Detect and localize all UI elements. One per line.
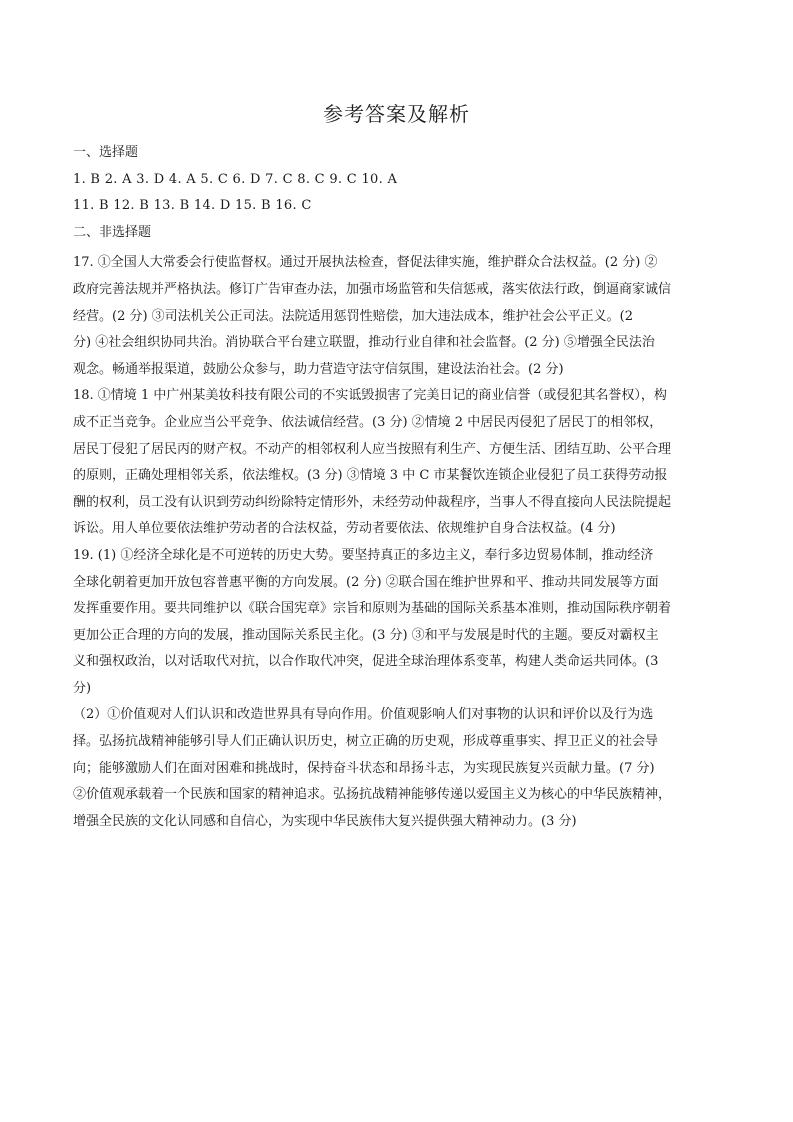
answer-line: 全球化朝着更加开放包容普惠平衡的方向发展。(2 分) ②联合国在维护世界和平、推动共同发展等方面 (73, 574, 659, 590)
answer-line: 观念。畅通举报渠道，鼓励公众参与，助力营造守法守信氛围，建设法治社会。(2 分) (73, 361, 564, 377)
answer-line: 19. (1) ①经济全球化是不可逆转的历史大势。要坚持真正的多边主义，奉行多边贸易体制，推动经济 (73, 547, 654, 563)
answer-line: 增强全民族的文化认同感和自信心，为实现中华民族伟大复兴提供强大精神动力。(3 分) (73, 813, 577, 829)
question-17-answer (73, 250, 723, 383)
question-19-2-answer (73, 702, 723, 835)
answer-content (73, 140, 723, 835)
answer-line: ②价值观承载着一个民族和国家的精神追求。弘扬抗战精神能够传递以爱国主义为核心的中华民族精神， (73, 787, 672, 803)
answer-line: 政府完善法规并严格执法。修订广告审查办法，加强市场监管和失信惩戒，落实依法行政，倒逼商家诚信 (73, 281, 672, 297)
answer-line: 发挥重要作用。要共同维护以《联合国宪章》宗旨和原则为基础的国际关系基本准则，推动国际秩序朝着 (73, 601, 672, 617)
choice-answers-row-2: 11. B 12. B 13. B 14. D 15. B 16. C (73, 198, 312, 214)
answer-line: 18. ①情境 1 中广州某美妆科技有限公司的不实诋毁损害了完美日记的商业信誉（或侵犯其名誉权），构 (73, 388, 667, 404)
choice-section-heading: 一、选择题 (73, 145, 139, 160)
answer-line: 择。弘扬抗战精神能够引导人们正确认识历史，树立正确的历史观，形成尊重事实、捍卫正义的社会导 (73, 734, 659, 750)
page-title: 参考答案及解析 (323, 102, 470, 126)
answer-line: 向；能够激励人们在面对困难和挑战时，保持奋斗状态和昂扬斗志，为实现民族复兴贡献力量。(7 分) (73, 760, 655, 776)
nonchoice-section-heading: 二、非选择题 (73, 224, 152, 240)
answer-line: 诉讼。用人单位要依法维护劳动者的合法权益，劳动者要依法、依规维护自身合法权益。(4 分) (73, 521, 616, 537)
question-19-1-answer (73, 543, 723, 703)
answer-line: 居民丁侵犯了居民丙的财产权。不动产的相邻权利人应当按照有利生产、方便生活、团结互助、公平合理 (73, 441, 672, 457)
answer-line: （2）①价值观对人们认识和改造世界具有导向作用。价值观影响人们对事物的认识和评价以及行为选 (73, 707, 654, 723)
answer-line: 的原则，正确处理相邻关系，依法维权。(3 分) ③情境 3 中 C 市某餐饮连锁企业侵犯了员工获得劳动报 (73, 468, 668, 484)
answer-line: 17. ①全国人大常委会行使监督权。通过开展执法检查，督促法律实施，维护群众合法权益。(2 分) ② (73, 255, 658, 271)
choice-answers-row-1: 1. B 2. A 3. D 4. A 5. C 6. D 7. C 8. C 9. C 10. A (73, 171, 398, 187)
answer-line: 经营。(2 分) ③司法机关公正司法。法院适用惩罚性赔偿，加大违法成本，维护社会公平正义。(2 (73, 308, 634, 324)
answer-line: 义和强权政治，以对话取代对抗，以合作取代冲突，促进全球治理体系变革，构建人类命运共同体。(3 (73, 654, 659, 670)
question-18-answer (73, 383, 723, 543)
answer-line: 酬的权利，员工没有认识到劳动纠纷除特定情形外，未经劳动仲裁程序，当事人不得直接向人民法院提起 (73, 494, 672, 510)
answer-line: 成不正当竞争。企业应当公平竞争、依法诚信经营。(3 分) ②情境 2 中居民丙侵犯了居民丁的相邻权， (73, 414, 663, 430)
answer-line: 分) (73, 680, 92, 696)
answer-line: 分) ④社会组织协同共治。消协联合平台建立联盟，推动行业自律和社会监督。(2 分) ⑤增强全民法治 (73, 335, 655, 351)
answer-line: 更加公正合理的方向的发展，推动国际关系民主化。(3 分) ③和平与发展是时代的主题。要反对霸权主 (73, 627, 659, 643)
